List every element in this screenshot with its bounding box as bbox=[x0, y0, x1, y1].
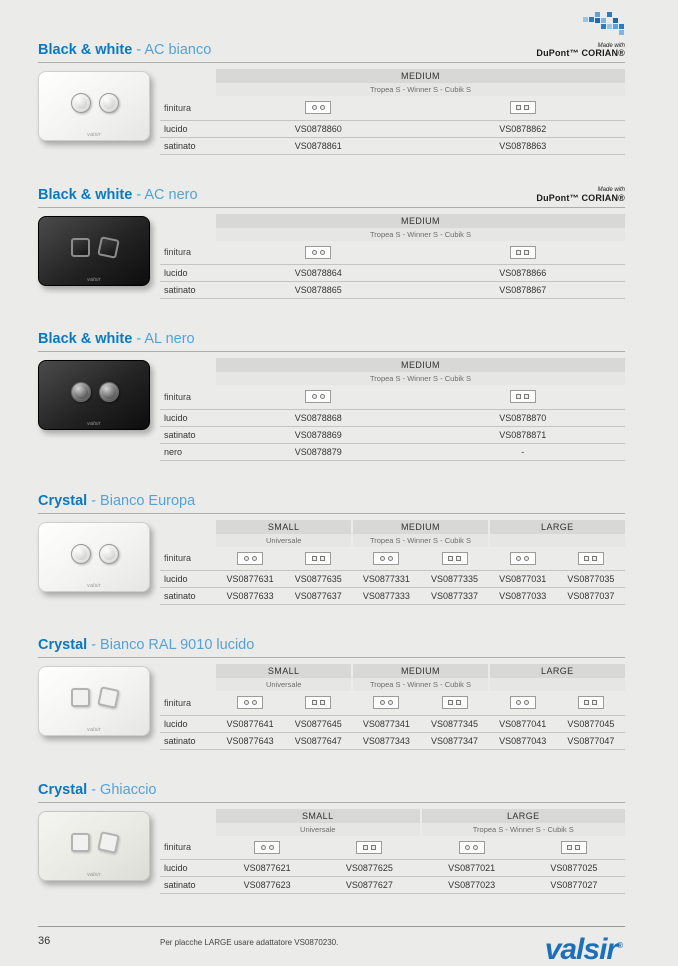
finish-icon bbox=[305, 696, 331, 709]
finish-icon bbox=[356, 841, 382, 854]
spacer-cell bbox=[160, 678, 216, 691]
section-crystal-bianco-europa bbox=[38, 493, 625, 606]
size-header: LARGE bbox=[489, 520, 625, 534]
plate-button bbox=[97, 831, 120, 854]
product-code: VS0878871 bbox=[421, 426, 626, 443]
plate-button bbox=[99, 544, 119, 564]
finish-icon bbox=[305, 101, 331, 114]
product-table bbox=[160, 520, 625, 606]
plate-button bbox=[71, 93, 91, 113]
row-label: satinato bbox=[160, 877, 216, 894]
finish-cell bbox=[216, 836, 318, 860]
product-code: VS0878865 bbox=[216, 282, 421, 299]
systems-header: Tropea S - Winner S - Cubik S bbox=[216, 83, 625, 96]
flush-plate-image bbox=[38, 71, 150, 141]
section-title: Crystal - Bianco RAL 9010 lucido bbox=[38, 637, 255, 653]
product-code: VS0878862 bbox=[421, 120, 626, 137]
plate-logo: valsir bbox=[87, 132, 101, 138]
product-code: VS0877047 bbox=[557, 732, 625, 749]
product-code: VS0877333 bbox=[352, 588, 420, 605]
size-header: SMALL bbox=[216, 664, 352, 678]
page-number: 36 bbox=[38, 935, 51, 947]
product-code: VS0877035 bbox=[557, 571, 625, 588]
plate-button bbox=[71, 382, 91, 402]
page bbox=[38, 0, 625, 965]
row-label: finitura bbox=[160, 96, 216, 120]
flush-plate-image bbox=[38, 811, 150, 881]
product-code: VS0878867 bbox=[421, 282, 626, 299]
finish-icon bbox=[305, 390, 331, 403]
plate-button bbox=[97, 236, 120, 259]
spacer-cell bbox=[160, 664, 216, 678]
row-label: lucido bbox=[160, 120, 216, 137]
size-header: MEDIUM bbox=[216, 214, 625, 228]
finish-icon bbox=[305, 246, 331, 259]
size-header: SMALL bbox=[216, 809, 421, 823]
product-code: VS0877635 bbox=[284, 571, 352, 588]
finish-cell bbox=[420, 547, 488, 571]
product-code: VS0877043 bbox=[489, 732, 557, 749]
product-code: VS0877643 bbox=[216, 732, 284, 749]
product-table bbox=[160, 664, 625, 750]
pixel-decoration bbox=[583, 8, 625, 36]
product-code: VS0878866 bbox=[421, 265, 626, 282]
row-label: lucido bbox=[160, 265, 216, 282]
row-label: finitura bbox=[160, 547, 216, 571]
finish-cell bbox=[216, 691, 284, 715]
plate-logo: valsir bbox=[87, 582, 101, 589]
product-code: VS0877331 bbox=[352, 571, 420, 588]
row-label: lucido bbox=[160, 409, 216, 426]
valsir-logo bbox=[545, 935, 625, 965]
finish-cell bbox=[318, 836, 420, 860]
product-code: VS0877027 bbox=[523, 877, 625, 894]
product-code: VS0877627 bbox=[318, 877, 420, 894]
finish-icon bbox=[510, 390, 536, 403]
size-header: MEDIUM bbox=[216, 69, 625, 83]
finish-icon bbox=[459, 841, 485, 854]
finish-cell bbox=[284, 691, 352, 715]
spacer-cell bbox=[160, 520, 216, 534]
row-label: satinato bbox=[160, 137, 216, 154]
product-code: VS0877037 bbox=[557, 588, 625, 605]
dupont-corian-badge: Made with DuPont™ CORIAN® bbox=[536, 187, 625, 203]
systems-header bbox=[489, 534, 625, 547]
finish-icon bbox=[510, 552, 536, 565]
flush-plate-image bbox=[38, 360, 150, 430]
section-black-white-al-nero bbox=[38, 331, 625, 461]
finish-icon bbox=[510, 101, 536, 114]
systems-header: Tropea S - Winner S - Cubik S bbox=[352, 678, 488, 691]
plate-logo: valsir bbox=[87, 421, 101, 427]
row-label: nero bbox=[160, 443, 216, 460]
section-black-white-ac-nero bbox=[38, 187, 625, 300]
product-code: VS0877343 bbox=[352, 732, 420, 749]
plate-button bbox=[71, 238, 90, 257]
finish-cell bbox=[421, 385, 626, 409]
systems-header: Tropea S - Winner S - Cubik S bbox=[216, 372, 625, 385]
section-title: Black & white - AC bianco bbox=[38, 42, 212, 58]
finish-cell bbox=[352, 547, 420, 571]
systems-header bbox=[489, 678, 625, 691]
row-label: finitura bbox=[160, 836, 216, 860]
finish-icon bbox=[442, 696, 468, 709]
finish-cell bbox=[421, 96, 626, 120]
registered-mark: ® bbox=[617, 941, 623, 950]
spacer-cell bbox=[160, 83, 216, 96]
spacer-cell bbox=[160, 823, 216, 836]
plate-logo: valsir bbox=[87, 871, 101, 878]
row-label: finitura bbox=[160, 385, 216, 409]
spacer-cell bbox=[160, 69, 216, 83]
finish-icon bbox=[561, 841, 587, 854]
size-header: LARGE bbox=[489, 664, 625, 678]
finish-icon bbox=[510, 246, 536, 259]
product-code: VS0878870 bbox=[421, 409, 626, 426]
product-code: VS0877045 bbox=[557, 715, 625, 732]
finish-cell bbox=[216, 241, 421, 265]
size-header: LARGE bbox=[421, 809, 626, 823]
plate-logo: valsir bbox=[87, 727, 101, 733]
product-code: VS0878869 bbox=[216, 426, 421, 443]
product-code: VS0878860 bbox=[216, 120, 421, 137]
size-header: SMALL bbox=[216, 520, 352, 534]
finish-icon bbox=[237, 552, 263, 565]
product-table bbox=[160, 69, 625, 155]
finish-icon bbox=[442, 552, 468, 565]
product-code: VS0877623 bbox=[216, 877, 318, 894]
flush-plate-image bbox=[38, 216, 150, 286]
product-code: VS0878879 bbox=[216, 443, 421, 460]
spacer-cell bbox=[160, 228, 216, 241]
finish-icon bbox=[237, 696, 263, 709]
product-code: VS0877347 bbox=[420, 732, 488, 749]
product-code: VS0878863 bbox=[421, 137, 626, 154]
product-code: VS0877633 bbox=[216, 588, 284, 605]
plate-button bbox=[71, 833, 90, 852]
product-code: VS0878868 bbox=[216, 409, 421, 426]
spacer-cell bbox=[160, 534, 216, 547]
product-code: VS0878864 bbox=[216, 265, 421, 282]
finish-icon bbox=[510, 696, 536, 709]
product-code: VS0877621 bbox=[216, 860, 318, 877]
row-label: satinato bbox=[160, 732, 216, 749]
row-label: finitura bbox=[160, 241, 216, 265]
finish-cell bbox=[489, 547, 557, 571]
section-title: Black & white - AC nero bbox=[38, 186, 198, 203]
row-label: lucido bbox=[160, 715, 216, 732]
product-code: VS0877033 bbox=[489, 588, 557, 605]
section-title: Crystal - Ghiaccio bbox=[38, 781, 157, 798]
section-crystal-ghiaccio bbox=[38, 782, 625, 895]
product-code: VS0878861 bbox=[216, 137, 421, 154]
finish-cell bbox=[489, 691, 557, 715]
plate-button bbox=[97, 686, 120, 709]
row-label: lucido bbox=[160, 860, 216, 877]
product-code: VS0877637 bbox=[284, 588, 352, 605]
spacer-cell bbox=[160, 214, 216, 228]
flush-plate-image bbox=[38, 666, 150, 736]
product-code: VS0877345 bbox=[420, 715, 488, 732]
spacer-cell bbox=[160, 809, 216, 823]
finish-cell bbox=[557, 547, 625, 571]
plate-logo: valsir bbox=[87, 276, 101, 283]
finish-cell bbox=[284, 547, 352, 571]
finish-icon bbox=[578, 696, 604, 709]
row-label: lucido bbox=[160, 571, 216, 588]
plate-button bbox=[99, 93, 119, 113]
finish-cell bbox=[557, 691, 625, 715]
size-header: MEDIUM bbox=[216, 358, 625, 372]
product-code: VS0877641 bbox=[216, 715, 284, 732]
section-title: Crystal - Bianco Europa bbox=[38, 492, 196, 509]
section-black-white-ac-bianco bbox=[38, 42, 625, 155]
product-table bbox=[160, 358, 625, 461]
section-crystal-bianco-ral-9010 bbox=[38, 637, 625, 750]
row-label: satinato bbox=[160, 426, 216, 443]
product-code: VS0877023 bbox=[421, 877, 523, 894]
product-code: VS0877625 bbox=[318, 860, 420, 877]
finish-cell bbox=[421, 241, 626, 265]
product-table bbox=[160, 214, 625, 300]
spacer-cell bbox=[160, 358, 216, 372]
finish-cell bbox=[523, 836, 625, 860]
finish-cell bbox=[216, 96, 421, 120]
product-code: VS0877041 bbox=[489, 715, 557, 732]
systems-header: Tropea S - Winner S - Cubik S bbox=[421, 823, 626, 836]
footer-divider bbox=[38, 926, 625, 927]
size-header: MEDIUM bbox=[352, 664, 488, 678]
finish-icon bbox=[578, 552, 604, 565]
systems-header: Universale bbox=[216, 678, 352, 691]
systems-header: Universale bbox=[216, 823, 421, 836]
valsir-logo-text: valsir bbox=[544, 933, 618, 966]
finish-icon bbox=[305, 552, 331, 565]
finish-cell bbox=[216, 385, 421, 409]
finish-cell bbox=[421, 836, 523, 860]
finish-cell bbox=[216, 547, 284, 571]
product-code: VS0877647 bbox=[284, 732, 352, 749]
finish-icon bbox=[254, 841, 280, 854]
row-label: finitura bbox=[160, 691, 216, 715]
product-code: VS0877021 bbox=[421, 860, 523, 877]
systems-header: Universale bbox=[216, 534, 352, 547]
size-header: MEDIUM bbox=[352, 520, 488, 534]
footnote: Per placche LARGE usare adattatore VS0870230. bbox=[160, 938, 339, 947]
finish-icon bbox=[373, 696, 399, 709]
plate-button bbox=[71, 544, 91, 564]
finish-cell bbox=[420, 691, 488, 715]
product-code: VS0877645 bbox=[284, 715, 352, 732]
product-code: VS0877337 bbox=[420, 588, 488, 605]
flush-plate-image bbox=[38, 522, 150, 592]
footer bbox=[38, 935, 625, 965]
product-code: VS0877335 bbox=[420, 571, 488, 588]
section-title: Black & white - AL nero bbox=[38, 331, 195, 347]
product-code: VS0877631 bbox=[216, 571, 284, 588]
product-code: VS0877031 bbox=[489, 571, 557, 588]
plate-button bbox=[99, 382, 119, 402]
systems-header: Tropea S - Winner S - Cubik S bbox=[352, 534, 488, 547]
row-label: satinato bbox=[160, 588, 216, 605]
dupont-corian-badge: Made with DuPont™ CORIAN® bbox=[536, 42, 625, 59]
row-label: satinato bbox=[160, 282, 216, 299]
product-code: VS0877341 bbox=[352, 715, 420, 732]
product-table bbox=[160, 809, 625, 895]
finish-cell bbox=[352, 691, 420, 715]
plate-button bbox=[71, 688, 90, 707]
finish-icon bbox=[373, 552, 399, 565]
product-code: VS0877025 bbox=[523, 860, 625, 877]
spacer-cell bbox=[160, 372, 216, 385]
systems-header: Tropea S - Winner S - Cubik S bbox=[216, 228, 625, 241]
product-code: - bbox=[421, 443, 626, 460]
